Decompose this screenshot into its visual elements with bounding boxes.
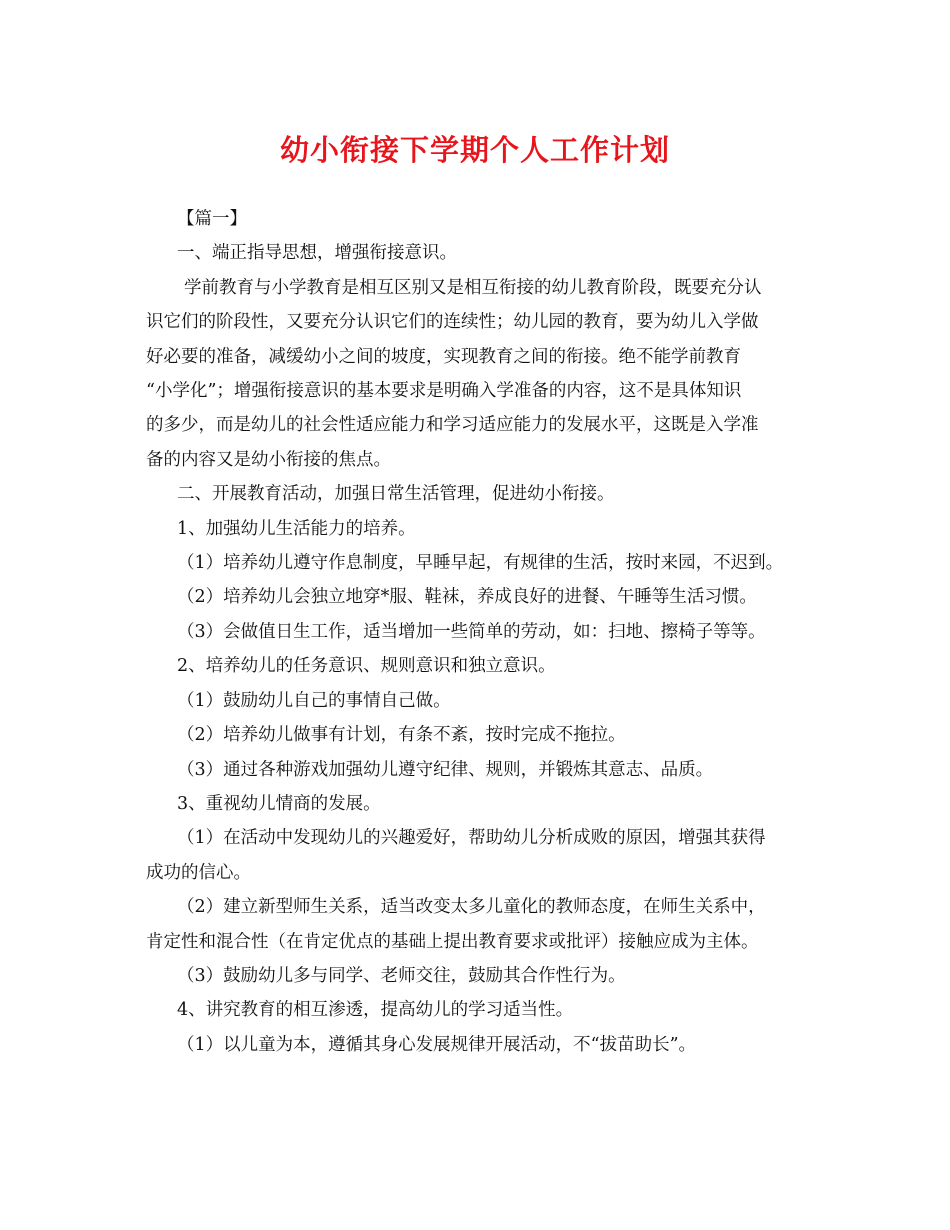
paragraph-line: 识它们的阶段性，又要充分认识它们的连续性；幼儿园的教育，要为幼儿入学做: [146, 312, 759, 333]
subheading: 2、培养幼儿的任务意识、规则意识和独立意识。: [177, 656, 556, 677]
list-item: （2）培养幼儿会独立地穿*服、鞋袜，养成良好的进餐、午睡等生活习惯。: [177, 587, 757, 608]
list-item-continuation: 成功的信心。: [146, 862, 251, 883]
paragraph-line: 好必要的准备，减缓幼小之间的坡度，实现教育之间的衔接。绝不能学前教育: [146, 346, 741, 367]
list-item: （2）建立新型师生关系，适当改变太多儿童化的教师态度，在师生关系中，: [177, 897, 766, 918]
paragraph-line: 学前教育与小学教育是相互区别又是相互衔接的幼儿教育阶段，既要充分认: [184, 277, 762, 298]
list-item: （3）会做值日生工作，适当增加一些简单的劳动，如：扫地、擦椅子等等。: [177, 621, 766, 642]
paragraph-line: “小学化”；增强衔接意识的基本要求是明确入学准备的内容，这不是具体知识: [146, 381, 742, 402]
heading-2: 二、开展教育活动，加强日常生活管理，促进幼小衔接。: [177, 484, 615, 505]
list-item-continuation: 肯定性和混合性（在肯定优点的基础上提出教育要求或批评）接触应成为主体。: [146, 931, 759, 952]
heading-1: 一、端正指导思想，增强衔接意识。: [177, 243, 457, 264]
list-item: （3）鼓励幼儿多与同学、老师交往，鼓励其合作性行为。: [177, 965, 626, 986]
list-item: （1）在活动中发现幼儿的兴趣爱好，帮助幼儿分析成败的原因，增强其获得: [177, 828, 766, 849]
section-heading: 【篇一】: [177, 209, 247, 229]
paragraph-line: 备的内容又是幼小衔接的焦点。: [146, 449, 391, 470]
list-item: （1）培养幼儿遵守作息制度，早睡早起，有规律的生活，按时来园，不迟到。: [177, 553, 784, 574]
subheading: 4、讲究教育的相互渗透，提高幼儿的学习适当性。: [177, 1000, 574, 1021]
document-body: [146, 202, 822, 1062]
list-item: （3）通过各种游戏加强幼儿遵守纪律、规则，并锻炼其意志、品质。: [177, 759, 714, 780]
document-title: 幼小衔接下学期个人工作计划: [279, 133, 670, 167]
list-item: （2）培养幼儿做事有计划，有条不紊，按时完成不拖拉。: [177, 725, 626, 746]
subheading: 3、重视幼儿情商的发展。: [177, 793, 381, 814]
subheading: 1、加强幼儿生活能力的培养。: [177, 518, 416, 539]
list-item: （1）鼓励幼儿自己的事情自己做。: [177, 690, 451, 711]
paragraph-line: 的多少，而是幼儿的社会性适应能力和学习适应能力的发展水平，这既是入学准: [146, 415, 759, 436]
list-item: （1）以儿童为本，遵循其身心发展规律开展活动，不“拔苗助长”。: [177, 1034, 697, 1055]
